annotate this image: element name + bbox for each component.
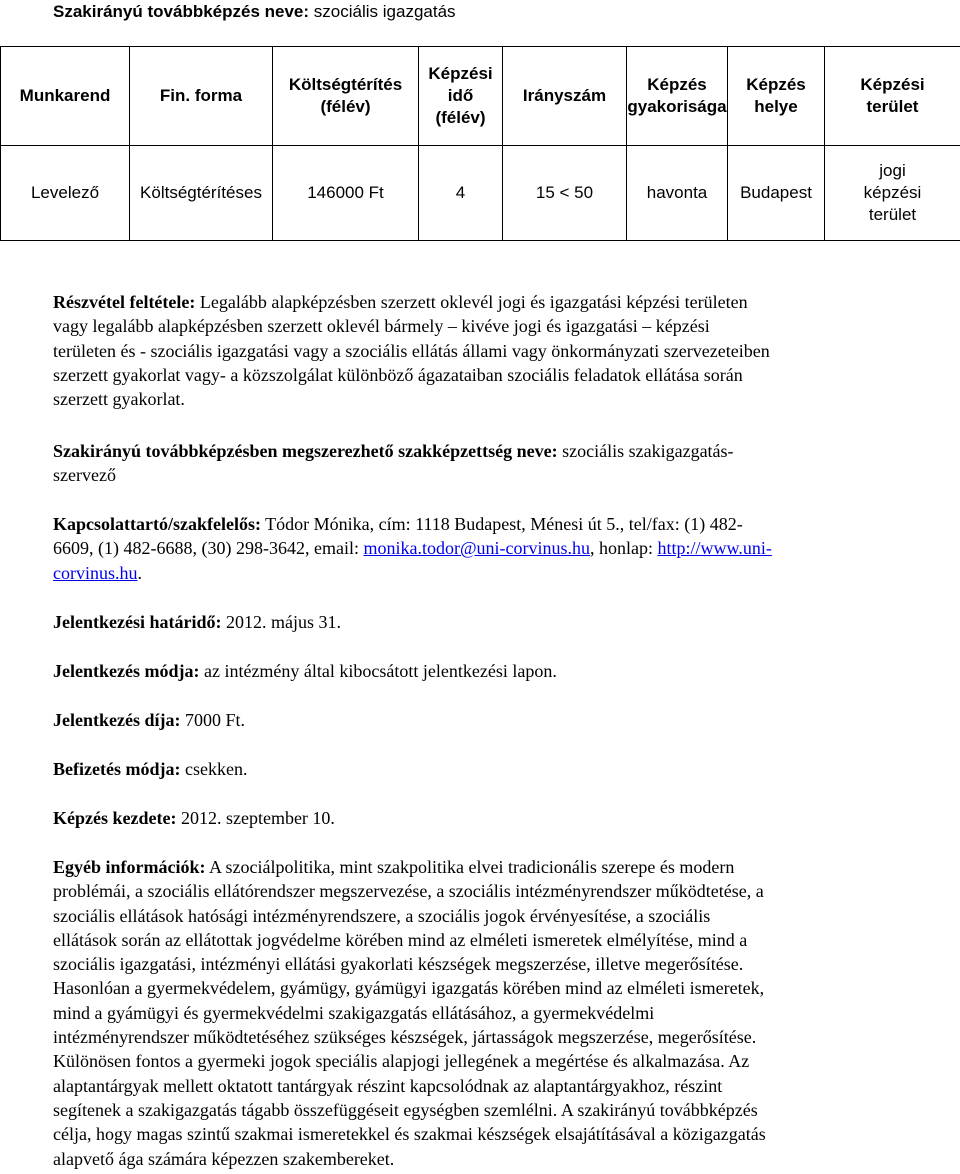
participation-line: Legalább alapképzésben szerzett oklevél jogi és igazgatási képzési területen xyxy=(199,292,748,312)
header-cell-text: (félév) xyxy=(435,108,486,127)
participation-label: Részvétel feltétele xyxy=(53,292,190,312)
data-cell xyxy=(273,146,419,241)
contact-details: Tódor Mónika, cím: 1118 Budapest, Ménesi út 5., tel/fax: (1) 482- xyxy=(265,514,743,534)
payment-method-value: csekken. xyxy=(184,759,248,779)
data-cell-text: jogi xyxy=(879,161,906,180)
data-cell-text: 4 xyxy=(455,183,466,202)
application-fee-value: 7000 Ft. xyxy=(184,710,245,730)
program-info-table xyxy=(0,46,960,241)
data-cell xyxy=(419,146,503,241)
header-cell-text: Képzés xyxy=(746,75,806,94)
other-info-line: mind a gyámügyi és gyermekvédelmi szakigazgatás ellátásához, a gyermekvédelmi xyxy=(53,1002,655,1023)
header-cell-text: terület xyxy=(866,97,919,116)
header-cell xyxy=(419,47,503,146)
data-cell-text: képzési xyxy=(863,183,922,202)
data-cell xyxy=(1,146,130,241)
header-cell xyxy=(273,47,419,146)
data-cell-text: havonta xyxy=(646,183,708,202)
payment-method-line: Befizetés módja: csekken. xyxy=(53,759,248,779)
other-info-line: alaptantárgyak mellett oktatott tantárgyak részint kapcsolódnak az alaptantárgyakhoz, részint xyxy=(53,1075,723,1096)
participation-section: Részvétel feltétele: Legalább alapképzésben szerzett oklevél jogi és igazgatási képzési területen vagy legalább alapképzésben szerzett oklevél bármely – kivéve jogi és igazgatási – képzési területen és - szociális igazgatási vagy a szociális ellátás állami vagy önkormányzati szervezeteiben szerzett gyakorlat vagy- a közszolgálat különböző ágazataiban szociális feladatok ellátása során szerzett gyakorlat. xyxy=(53,290,913,411)
homepage-link-cont[interactable]: corvinus.hu xyxy=(53,562,138,583)
other-info-line: problémái, a szociális ellátórendszer megszervezése, a szociális intézményrendszer működtetése, a xyxy=(53,881,764,902)
qualification-section: Szakirányú továbbképzésben megszerezhető szakképzettség neve: szociális szakigazgatás- szervező xyxy=(53,439,913,488)
qualification-value: szociális szakigazgatás- xyxy=(562,441,734,461)
other-info-line: alapvető ága számára képezzen szakembereket. xyxy=(53,1148,395,1169)
application-fee-line: Jelentkezés díja: 7000 Ft. xyxy=(53,710,245,730)
header-cell xyxy=(728,47,825,146)
other-info-line: Különösen fontos a gyermeki jogok speciális alapjogi jellegének a megértése és alkalmazása. Az xyxy=(53,1051,750,1072)
participation-line: vagy legalább alapképzésben szerzett oklevél bármely – kivéve jogi és igazgatási – képzési xyxy=(53,316,710,337)
deadline-label: Jelentkezési határidő xyxy=(53,612,216,632)
other-info-section: Egyéb információk: A szociálpolitika, mint szakpolitika elvei tradicionális szerepe és modern problémái, a szociális ellátórendszer megszervezése, a szociális intézményrendszer működtetése, a szociális ellátások hatósági intézményrendszere, a szociális jogok érvényesítése, a szociális ellátások során az ellátottak jogvédelme körében mind az elméleti ismeretek elmélyítése, mind a szociális igazgatási, intézményi ellátási gyakorlati készségek megszerzése, illetve megerősítése. Hasonlóan a gyermekvédelem, gyámügy, gyámügyi igazgatás körében mind az elméleti ismeretek, mind a gyámügyi és gyermekvédelmi szakigazgatás ellátásához, a gyermekvédelmi intézményrendszer működtetéséhez szükséges készségek, jártasságok megszerzése, megerősítése. Különösen fontos a gyermeki jogok speciális alapjogi jellegének a megértése és alkalmazása. Az alaptantárgyak mellett oktatott tantárgyak részint kapcsolódnak az alaptantárgyakhoz, részint segítenek a szakigazgatás tágabb összefüggéseit egységben szemlélni. A szakirányú továbbképzés célja, hogy magas szintű szakmai ismeretekkel és szakmai készségek elsajátításával a közigazgatás alapvető ága számára képezzen szakembereket. xyxy=(53,855,913,1171)
program-name-label: Szakirányú továbbképzés neve xyxy=(53,2,304,21)
header-cell-text: Képzés xyxy=(647,75,707,94)
header-cell xyxy=(825,47,960,146)
deadline-line: Jelentkezési határidő: 2012. május 31. xyxy=(53,612,341,632)
program-name-value: szociális igazgatás xyxy=(313,2,456,21)
header-cell-text: Munkarend xyxy=(19,86,111,105)
other-info-line: célja, hogy magas szintű szakmai ismeretekkel és szakmai készségek elsajátításával a közigazgatás xyxy=(53,1124,766,1145)
data-cell-text: 146000 Ft xyxy=(307,183,384,202)
application-method-value: az intézmény által kibocsátott jelentkezési lapon. xyxy=(203,661,557,681)
header-cell-text: helye xyxy=(754,97,798,116)
header-cell xyxy=(627,47,728,146)
header-cell-text: Költségtérítés xyxy=(288,75,403,94)
other-info-label: Egyéb információk xyxy=(53,857,200,877)
start-date-label: Képzés kezdete xyxy=(53,808,171,828)
data-cell-text: Költségtérítéses xyxy=(140,183,262,202)
qualification-value-cont: szervező xyxy=(53,465,116,486)
homepage-link[interactable]: http://www.uni- xyxy=(657,538,772,559)
header-cell-text: (félév) xyxy=(320,97,371,116)
start-date-line: Képzés kezdete: 2012. szeptember 10. xyxy=(53,808,335,828)
participation-line: szerzett gyakorlat. xyxy=(53,389,185,410)
participation-line: területen és - szociális igazgatási vagy a szociális ellátás állami vagy önkormányzati szervezeteiben xyxy=(53,340,770,361)
data-cell xyxy=(728,146,825,241)
contact-phones: 6609, (1) 482-6688, (30) 298-3642, email: xyxy=(53,538,364,559)
email-link[interactable]: monika.todor@uni-corvinus.hu xyxy=(363,538,590,559)
other-info-line: Hasonlóan a gyermekvédelem, gyámügy, gyámügyi igazgatás körében mind az elméleti ismeretek, xyxy=(53,978,765,999)
other-info-line: szociális igazgatási, intézményi ellátási gyakorlati készségek megszerzése, illetve megerősítése. xyxy=(53,954,744,975)
header-cell xyxy=(130,47,273,146)
header-cell-text: Fin. forma xyxy=(159,86,243,105)
data-cell-text: Levelező xyxy=(30,183,100,202)
table-header-row xyxy=(1,47,960,146)
data-cell xyxy=(627,146,728,241)
data-cell xyxy=(503,146,627,241)
contact-section: Kapcsolattartó/szakfelelős: Tódor Mónika, cím: 1118 Budapest, Ménesi út 5., tel/fax: (1) 482- 6609, (1) 482-6688, (30) 298-3642, email: monika.todor@uni-corvinus.hu, honlap: http://www.uni- corvinus.hu. xyxy=(53,514,772,583)
table-row xyxy=(1,146,960,241)
other-info-line: A szociálpolitika, mint szakpolitika elvei tradicionális szerepe és modern xyxy=(209,857,735,877)
header-cell-text: idő xyxy=(447,86,474,105)
program-name: Szakirányú továbbképzés neve: szociális igazgatás xyxy=(53,2,456,21)
other-info-line: ellátások során az ellátottak jogvédelme körében mind az elméleti ismeretek elmélyítése, mind a xyxy=(53,929,748,950)
participation-line: szerzett gyakorlat vagy- a közszolgálat különböző ágazataiban szociális feladatok ellátása során xyxy=(53,364,743,385)
deadline-value: 2012. május 31. xyxy=(225,612,341,632)
data-cell-text: terület xyxy=(868,205,917,224)
header-cell-text: Képzési xyxy=(860,75,925,94)
data-cell xyxy=(130,146,273,241)
application-method-line: Jelentkezés módja: az intézmény által kibocsátott jelentkezési lapon. xyxy=(53,661,557,681)
application-fee-label: Jelentkezés díja xyxy=(53,710,175,730)
contact-label: Kapcsolattartó/szakfelelős xyxy=(53,514,255,534)
start-date-value: 2012. szeptember 10. xyxy=(180,808,335,828)
contact-period: . xyxy=(137,562,142,583)
header-cell xyxy=(503,47,627,146)
data-cell xyxy=(825,146,960,241)
header-cell xyxy=(1,47,130,146)
header-cell-text: Irányszám xyxy=(522,86,607,105)
other-info-line: segítenek a szakigazgatás tágabb összefüggéseit egységben szemlélni. A szakirányú továbbképzés xyxy=(53,1099,758,1120)
qualification-label: Szakirányú továbbképzésben megszerezhető szakképzettség neve xyxy=(53,441,552,461)
payment-method-label: Befizetés módja xyxy=(53,759,175,779)
header-cell-text: gyakorisága xyxy=(627,97,727,116)
data-cell-text: 15 < 50 xyxy=(535,183,594,202)
application-method-label: Jelentkezés módja xyxy=(53,661,194,681)
other-info-line: szociális ellátások hatósági intézményrendszere, a szociális jogok érvényesítése, a szociális xyxy=(53,905,711,926)
header-cell-text: Képzési xyxy=(428,64,493,83)
homepage-label: , honlap: xyxy=(590,538,658,559)
data-cell-text: Budapest xyxy=(740,183,812,202)
other-info-line: intézményrendszer működtetéséhez szükséges készségek, jártasságok megszerzése, megerősítése. xyxy=(53,1027,757,1048)
